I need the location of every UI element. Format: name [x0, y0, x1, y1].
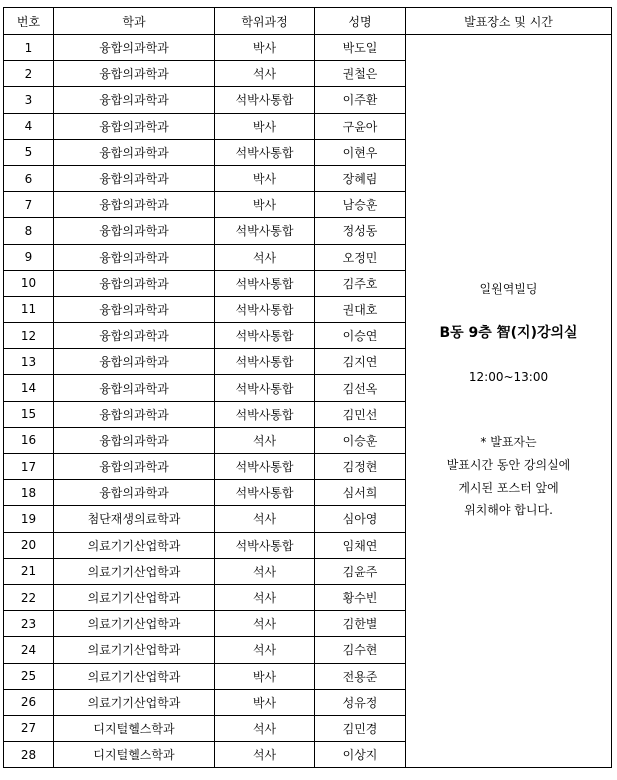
- row-department: 융합의과학과: [54, 35, 215, 61]
- building-name: 일원역빌딩: [479, 282, 538, 297]
- row-number: 6: [4, 165, 54, 191]
- row-name: 임채연: [315, 532, 406, 558]
- row-department: 의료기기산업학과: [54, 689, 215, 715]
- row-number: 15: [4, 401, 54, 427]
- row-department: 융합의과학과: [54, 349, 215, 375]
- row-number: 28: [4, 742, 54, 768]
- row-department: 융합의과학과: [54, 244, 215, 270]
- row-degree: 석박사통합: [215, 532, 315, 558]
- row-degree: 석박사통합: [215, 401, 315, 427]
- room-location: B동 9층 智(지)강의실: [439, 324, 578, 341]
- row-name: 김주호: [315, 270, 406, 296]
- row-number: 1: [4, 35, 54, 61]
- header-department: 학과: [54, 8, 215, 35]
- row-name: 이주환: [315, 87, 406, 113]
- row-name: 김수현: [315, 637, 406, 663]
- row-department: 융합의과학과: [54, 480, 215, 506]
- row-number: 12: [4, 323, 54, 349]
- row-degree: 석사: [215, 506, 315, 532]
- row-degree: 박사: [215, 35, 315, 61]
- row-department: 융합의과학과: [54, 454, 215, 480]
- row-number: 9: [4, 244, 54, 270]
- row-name: 김선옥: [315, 375, 406, 401]
- row-number: 5: [4, 139, 54, 165]
- row-department: 의료기기산업학과: [54, 637, 215, 663]
- row-degree: 석박사통합: [215, 375, 315, 401]
- row-degree: 석사: [215, 611, 315, 637]
- row-department: 융합의과학과: [54, 87, 215, 113]
- presenter-note: [414, 431, 603, 522]
- note-line: 게시된 포스터 앞에: [458, 480, 559, 495]
- row-name: 심서희: [315, 480, 406, 506]
- row-department: 첨단재생의료학과: [54, 506, 215, 532]
- row-degree: 석박사통합: [215, 323, 315, 349]
- row-degree: 박사: [215, 113, 315, 139]
- row-degree: 박사: [215, 663, 315, 689]
- header-degree: 학위과정: [215, 8, 315, 35]
- row-name: 이승훈: [315, 427, 406, 453]
- note-line: 위치해야 합니다.: [464, 503, 553, 518]
- row-number: 13: [4, 349, 54, 375]
- row-department: 융합의과학과: [54, 192, 215, 218]
- row-department: 의료기기산업학과: [54, 558, 215, 584]
- presentation-schedule-table: [3, 7, 612, 768]
- row-department: 디지털헬스학과: [54, 715, 215, 741]
- row-number: 25: [4, 663, 54, 689]
- row-number: 10: [4, 270, 54, 296]
- row-degree: 석박사통합: [215, 454, 315, 480]
- row-number: 14: [4, 375, 54, 401]
- row-number: 4: [4, 113, 54, 139]
- row-name: 이현우: [315, 139, 406, 165]
- presentation-time: 12:00~13:00: [468, 370, 549, 385]
- row-name: 김한별: [315, 611, 406, 637]
- row-number: 24: [4, 637, 54, 663]
- row-name: 장혜림: [315, 165, 406, 191]
- row-number: 20: [4, 532, 54, 558]
- row-name: 심아영: [315, 506, 406, 532]
- row-number: 16: [4, 427, 54, 453]
- row-degree: 석사: [215, 427, 315, 453]
- row-name: 성유정: [315, 689, 406, 715]
- row-degree: 석사: [215, 584, 315, 610]
- row-degree: 석박사통합: [215, 270, 315, 296]
- row-degree: 박사: [215, 192, 315, 218]
- table-body: [4, 35, 612, 768]
- row-degree: 석사: [215, 244, 315, 270]
- note-line: 발표시간 동안 강의실에: [446, 457, 571, 472]
- row-department: 융합의과학과: [54, 218, 215, 244]
- row-number: 26: [4, 689, 54, 715]
- header-place-time: 발표장소 및 시간: [406, 8, 612, 35]
- row-name: 정성동: [315, 218, 406, 244]
- row-degree: 박사: [215, 165, 315, 191]
- row-department: 융합의과학과: [54, 139, 215, 165]
- row-department: 의료기기산업학과: [54, 532, 215, 558]
- row-degree: 박사: [215, 689, 315, 715]
- row-degree: 석박사통합: [215, 349, 315, 375]
- row-department: 디지털헬스학과: [54, 742, 215, 768]
- row-department: 융합의과학과: [54, 427, 215, 453]
- row-department: 의료기기산업학과: [54, 584, 215, 610]
- row-name: 전용준: [315, 663, 406, 689]
- table-row: [4, 35, 612, 61]
- row-department: 의료기기산업학과: [54, 611, 215, 637]
- header-name: 성명: [315, 8, 406, 35]
- row-degree: 석사: [215, 637, 315, 663]
- row-degree: 석사: [215, 61, 315, 87]
- row-name: 황수빈: [315, 584, 406, 610]
- row-degree: 석박사통합: [215, 480, 315, 506]
- place-time-cell: [406, 35, 612, 768]
- header-number: 번호: [4, 8, 54, 35]
- row-number: 27: [4, 715, 54, 741]
- note-line: * 발표자는: [480, 434, 537, 449]
- row-degree: 석박사통합: [215, 218, 315, 244]
- row-department: 융합의과학과: [54, 323, 215, 349]
- row-degree: 석사: [215, 742, 315, 768]
- row-name: 김윤주: [315, 558, 406, 584]
- row-name: 이상지: [315, 742, 406, 768]
- row-degree: 석박사통합: [215, 139, 315, 165]
- row-name: 박도일: [315, 35, 406, 61]
- row-name: 구윤아: [315, 113, 406, 139]
- row-department: 융합의과학과: [54, 270, 215, 296]
- row-name: 이승연: [315, 323, 406, 349]
- row-name: 남승훈: [315, 192, 406, 218]
- row-number: 19: [4, 506, 54, 532]
- row-number: 2: [4, 61, 54, 87]
- row-number: 7: [4, 192, 54, 218]
- row-number: 17: [4, 454, 54, 480]
- row-department: 융합의과학과: [54, 61, 215, 87]
- table-header-row: [4, 8, 612, 35]
- row-degree: 석박사통합: [215, 296, 315, 322]
- row-degree: 석사: [215, 715, 315, 741]
- row-number: 21: [4, 558, 54, 584]
- row-name: 권대호: [315, 296, 406, 322]
- row-number: 18: [4, 480, 54, 506]
- row-degree: 석사: [215, 558, 315, 584]
- row-name: 김민경: [315, 715, 406, 741]
- row-department: 융합의과학과: [54, 375, 215, 401]
- row-degree: 석박사통합: [215, 87, 315, 113]
- row-number: 22: [4, 584, 54, 610]
- row-department: 융합의과학과: [54, 165, 215, 191]
- row-name: 오정민: [315, 244, 406, 270]
- row-department: 융합의과학과: [54, 113, 215, 139]
- row-department: 융합의과학과: [54, 401, 215, 427]
- row-department: 의료기기산업학과: [54, 663, 215, 689]
- row-number: 23: [4, 611, 54, 637]
- row-department: 융합의과학과: [54, 296, 215, 322]
- row-name: 권철은: [315, 61, 406, 87]
- row-number: 3: [4, 87, 54, 113]
- row-name: 김지연: [315, 349, 406, 375]
- row-number: 11: [4, 296, 54, 322]
- row-name: 김민선: [315, 401, 406, 427]
- row-number: 8: [4, 218, 54, 244]
- row-name: 김정현: [315, 454, 406, 480]
